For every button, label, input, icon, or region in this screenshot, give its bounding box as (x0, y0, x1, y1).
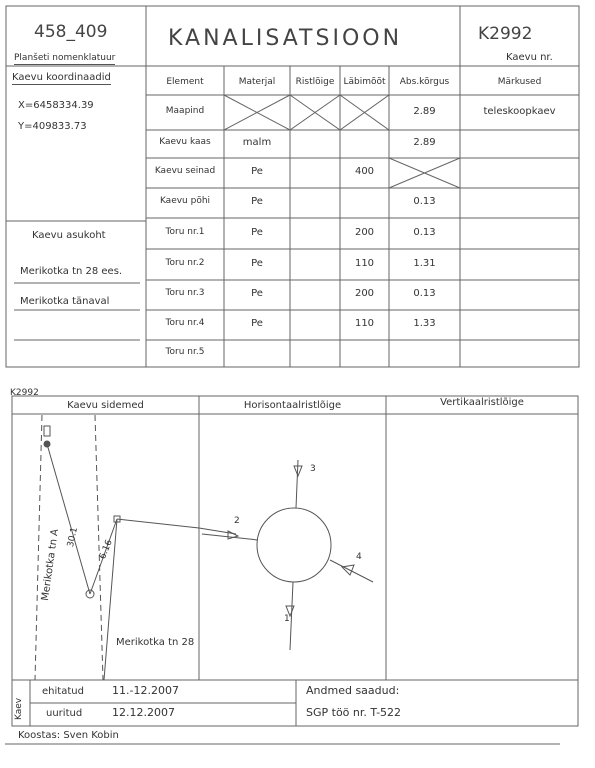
table-cell-material: Pe (251, 226, 263, 238)
table-cell-height: 2.89 (413, 105, 436, 117)
author: Koostas: Sven Kobin (18, 730, 119, 741)
table-cell-height: 2.89 (413, 137, 436, 148)
table-cell-height: 0.13 (413, 226, 436, 238)
table-cell-element: Kaevu seinad (154, 166, 216, 176)
street-a-label: Merikotka tn A (40, 528, 61, 602)
table-cell-element: Toru nr.4 (165, 318, 205, 328)
table-cell-material: Pe (251, 196, 263, 207)
pipe-3-label: 3 (310, 464, 316, 474)
page-title: KANALISATSIOON (168, 26, 403, 51)
col-horizontal: Horisontaalristlõige (243, 400, 342, 411)
lower-tag: K2992 (10, 388, 39, 398)
table-cell-diameter: 110 (354, 257, 375, 269)
location-heading: Kaevu asukoht (32, 230, 106, 241)
table-cell-height: 0.13 (413, 196, 436, 207)
street-28-label: Merikotka tn 28 (116, 637, 195, 648)
table-cell-material: malm (242, 137, 272, 148)
col-header-element: Element (166, 77, 204, 87)
table-cell-element: Toru nr.5 (165, 346, 205, 357)
table-cell-element: Toru nr.1 (165, 226, 205, 237)
well-number: K2992 (478, 24, 533, 44)
table-cell-height: 1.31 (413, 257, 436, 269)
pipe-4-label: 4 (356, 552, 362, 562)
table-cell-diameter: 200 (354, 226, 375, 238)
table-cell-material: Pe (251, 166, 263, 177)
col-header-height: Abs.kõrgus (399, 77, 450, 87)
table-cell-element: Maapind (165, 105, 205, 116)
well-caption: Kaevu nr. (506, 52, 553, 63)
distance-2: 6.16 (98, 538, 115, 561)
col-header-cross: Ristlõige (295, 77, 335, 87)
built-value: 11.-12.2007 (112, 684, 179, 697)
table-cell-diameter: 400 (354, 166, 375, 177)
table-cell-element: Kaevu kaas (159, 137, 211, 147)
col-vertical: Vertikaalristlõige (440, 397, 524, 408)
surveyed-value: 12.12.2007 (112, 706, 175, 719)
pipe-2-label: 2 (234, 516, 240, 526)
coordinate-x: X=6458334.39 (18, 100, 94, 111)
col-header-material: Materjal (238, 77, 276, 87)
table-cell-material: Pe (251, 318, 263, 329)
col-header-diameter: Läbimõõt (343, 77, 386, 87)
table-cell-notes: teleskoopkaev (483, 105, 556, 117)
table-cell-element: Toru nr.2 (165, 257, 205, 268)
table-cell-material: Pe (251, 288, 263, 299)
location-line1: Merikotka tn 28 ees. (20, 266, 123, 277)
sheet-caption: Planšeti nomenklatuur (14, 53, 116, 63)
sheet-number: 458_409 (34, 22, 108, 42)
table-cell-element: Kaevu põhi (159, 196, 211, 206)
table-cell-element: Toru nr.3 (165, 288, 205, 298)
data-source-value: SGP töö nr. T-522 (306, 706, 402, 719)
table-cell-diameter: 110 (354, 318, 375, 329)
col-header-notes: Märkused (497, 77, 542, 87)
col-well-links: Kaevu sidemed (67, 400, 144, 411)
distance-1: 30.1 (66, 526, 80, 549)
footer-side-label: Kaev (14, 697, 24, 720)
table-cell-diameter: 200 (354, 288, 375, 299)
location-line2: Merikotka tänaval (20, 296, 110, 307)
table-cell-height: 0.13 (413, 288, 436, 299)
surveyed-label: uuritud (46, 708, 83, 719)
table-cell-material: Pe (251, 257, 263, 269)
table-cell-height: 1.33 (413, 318, 436, 329)
pipe-1-label: 1 (284, 614, 290, 624)
data-source-label: Andmed saadud: (306, 684, 400, 697)
coordinate-y: Y=409833.73 (18, 121, 87, 132)
coordinates-heading: Kaevu koordinaadid (12, 72, 111, 83)
built-label: ehitatud (42, 686, 84, 697)
